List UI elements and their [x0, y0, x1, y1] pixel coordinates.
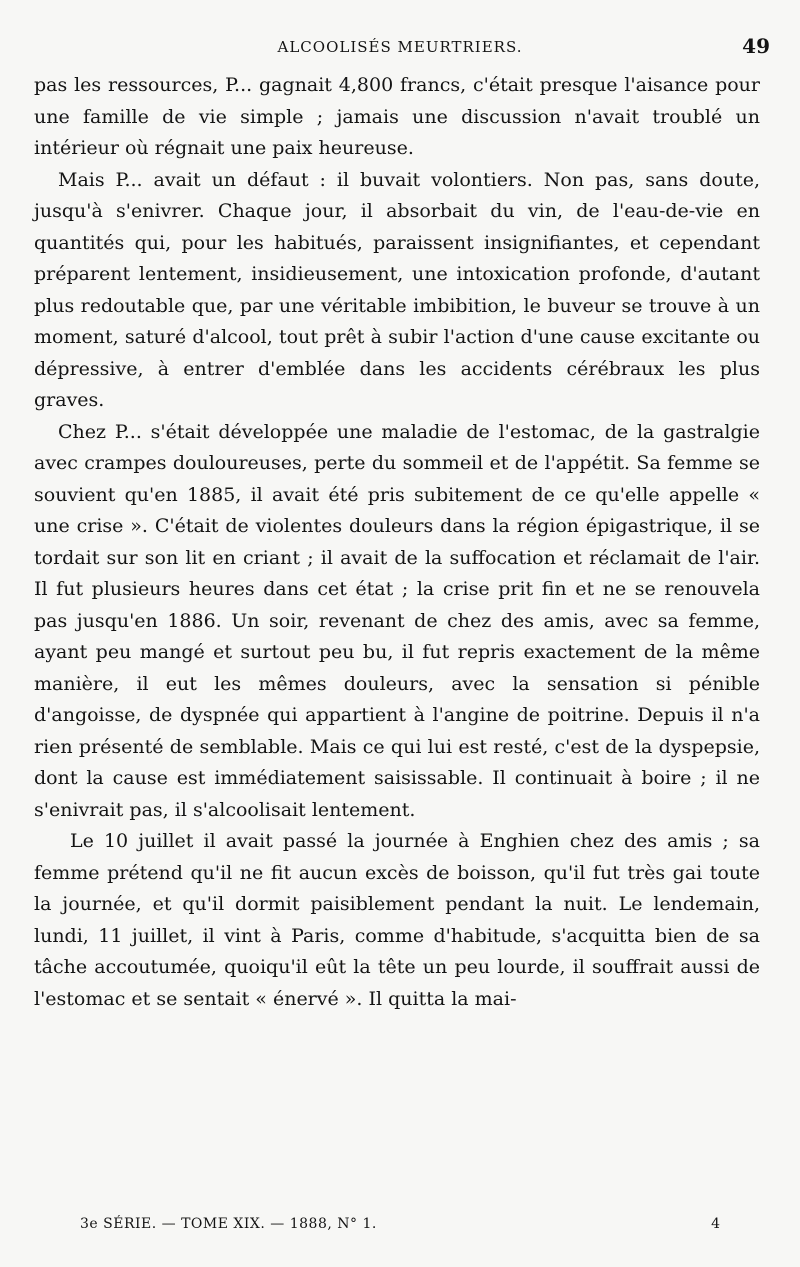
paragraph-4: Le 10 juillet il avait passé la journée à Enghien chez des amis ; sa femme prétend qu'il ne fit aucun excès de boisson, qu'il fut très gai toute la journée, et qu'il dormit paisiblement pendant la nuit. Le lendemain, lundi, 11 juillet, il vint à Paris, comme d'habitude, s'acquitta bien de sa tâche accoutumée, quoiqu'il eût la tête un peu lourde, il souffrait aussi de l'estomac et se sentait « énervé ». Il quitta la mai- — [34, 830, 760, 1010]
body-text — [34, 70, 760, 1015]
footer-signature: 3e SÉRIE. — TOME XIX. — 1888, N° 1. — [80, 1216, 377, 1232]
paragraph-3: Chez P... s'était développée une maladie de l'estomac, de la gastralgie avec crampes douloureuses, perte du sommeil et de l'appétit. Sa femme se souvient qu'en 1885, il avait été pris subitement de ce qu'elle appelle « une crise ». C'était de violentes douleurs dans la région épigastrique, il se tordait sur son lit en criant ; il avait de la suffocation et réclamait de l'air. Il fut plusieurs heures dans cet état ; la crise prit fin et ne se renouvela pas jusqu'en 1886. Un soir, revenant de chez des amis, avec sa femme, ayant peu mangé et surtout peu bu, il fut repris exactement de la même manière, il eut les mêmes douleurs, avec la sensation si pénible d'angoisse, de dyspnée qui appartient à l'angine de poitrine. Depuis il n'a rien présenté de semblable. Mais ce qui lui est resté, c'est de la dyspepsie, dont la cause est immédiatement saisissable. Il continuait à boire ; il ne s'enivrait pas, il s'alcoolisait lentement. — [34, 420, 760, 821]
page-number: 49 — [742, 34, 770, 58]
page-header — [30, 34, 770, 64]
paragraph-2: Mais P... avait un défaut : il buvait volontiers. Non pas, sans doute, jusqu'à s'enivrer. Chaque jour, il absorbait du vin, de l'eau-de-vie en quantités qui, pour les habitués, paraissent insignifiantes, et cependant préparent lentement, insidieusement, une intoxication profonde, d'autant plus redoutable que, par une véritable imbibition, le buveur se trouve à un moment, saturé d'alcool, tout prêt à subir l'action d'une cause excitante ou dépressive, à entrer d'emblée dans les accidents cérébraux les plus graves. — [34, 168, 760, 411]
footer-sheet-number: 4 — [711, 1216, 720, 1232]
page-footer — [80, 1216, 720, 1242]
paragraph-1: pas les ressources, P... gagnait 4,800 francs, c'était presque l'aisance pour une famille de vie simple ; jamais une discussion n'avait troublé un intérieur où régnait une paix heureuse. — [34, 74, 760, 159]
running-head: ALCOOLISÉS MEURTRIERS. — [277, 38, 523, 56]
